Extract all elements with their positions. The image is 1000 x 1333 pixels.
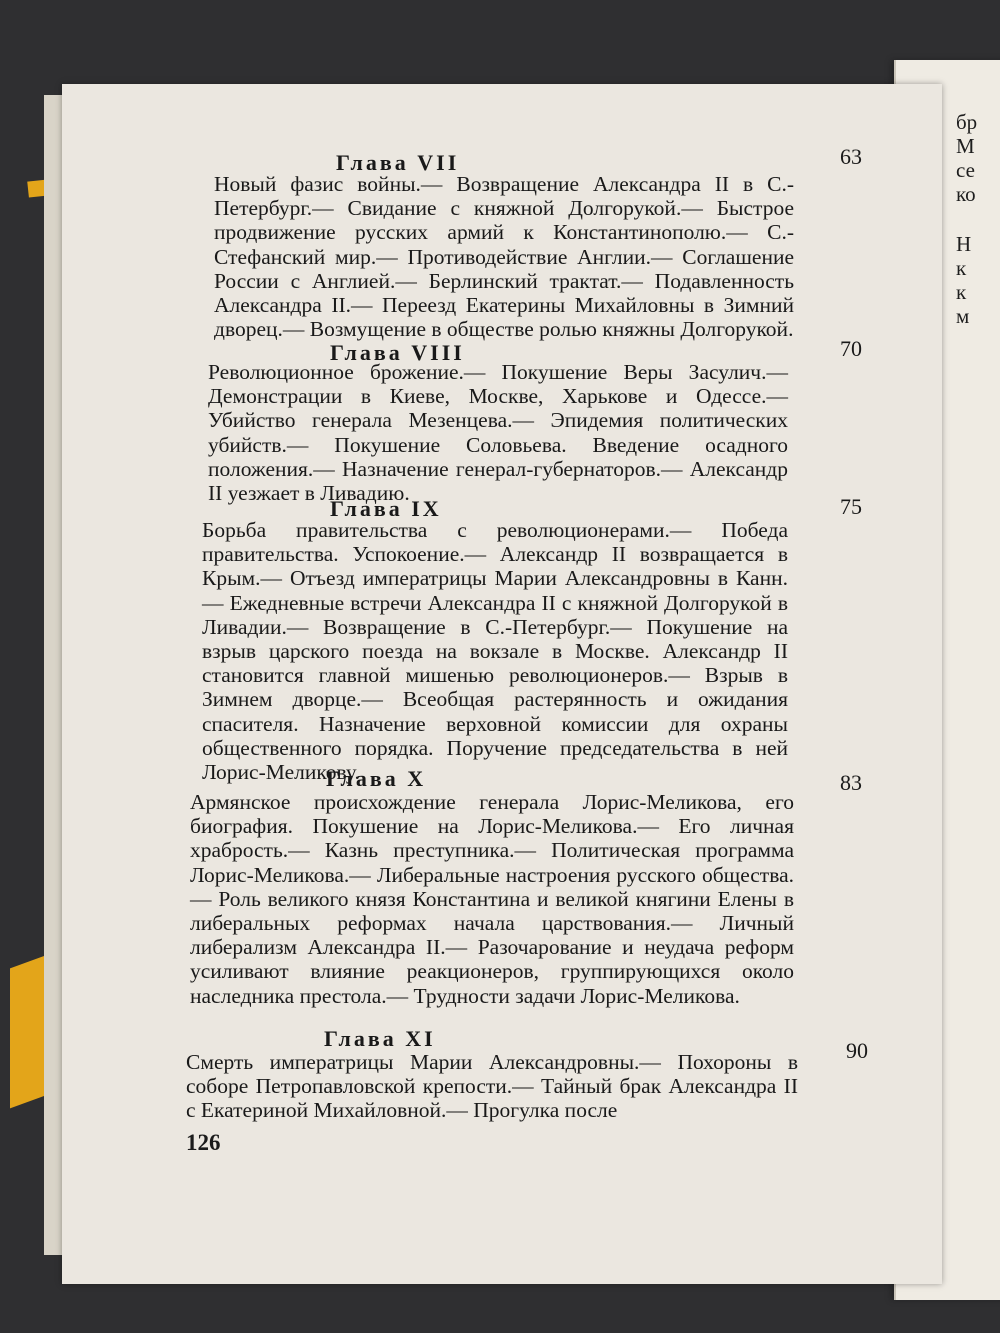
chapter-title: Глава X xyxy=(326,766,427,791)
chapter-page-number: 83 xyxy=(840,770,862,795)
chapter-summary: Новый фазис войны.— Возвращение Александра II в С.-Петербург.— Свидание с княжной Долгорукой.— Быстрое продвижение русских армий к Константинополю.— С.-Стефанский мир.— Противодействие Англии.— Соглашение России с Англией.— Берлинский трактат.— Подавленность Александра II.— Переезд Екатерины Михайловны в Зимний дворец.— Возмущение в обществе ролью княжны Долгорукой. xyxy=(214,172,794,342)
chapter-summary: Смерть императрицы Марии Александровны.— Похороны в соборе Петропавловской крепости.— Тайный брак Александра II с Екатериной Михайловной.— Прогулка после xyxy=(186,1050,798,1123)
right-page-fragment: к xyxy=(956,256,967,280)
chapter-summary: Армянское происхождение генерала Лорис-Меликова, его биография. Покушение на Лорис-Меликова.— Его личная храбрость.— Казнь преступника.— Политическая программа Лорис-Меликова.— Либеральные настроения русского общества.— Роль великого князя Константина и великой княгини Елены в либеральных реформах начала царствования.— Личный либерализм Александра II.— Разочарование и неудача реформ усиливают влияние реакционеров, группирующихся около наследника престола.— Трудности задачи Лорис-Меликова. xyxy=(190,790,794,1008)
chapter-page-number: 70 xyxy=(840,336,862,361)
right-page-fragment: се xyxy=(956,158,975,182)
chapter-page-number: 90 xyxy=(846,1038,868,1063)
chapter-title: Глава VII xyxy=(336,150,460,175)
chapter-title: Глава IX xyxy=(330,496,442,521)
book-page xyxy=(62,84,942,1284)
chapter-summary: Революционное брожение.— Покушение Веры Засулич.— Демонстрации в Киеве, Москве, Харькове и Одессе.— Убийство генерала Мезенцева.— Эпидемия политических убийств.— Покушение Соловьева. Введение осадного положения.— Назначение генерал-губернаторов.— Александр II уезжает в Ливадию. xyxy=(208,360,788,506)
chapter-title: Глава VIII xyxy=(330,340,465,365)
right-page-fragment: М xyxy=(956,134,975,158)
right-page-fragment: Н xyxy=(956,232,972,256)
chapter-title: Глава XI xyxy=(324,1026,436,1051)
chapter-summary: Борьба правительства с революционерами.— Победа правительства. Успокоение.— Александр II возвращается в Крым.— Отъезд императрицы Марии Александровны в Канн.— Ежедневные встречи Александра II с княжной Долгорукой в Ливадии.— Возвращение в С.-Петербург.— Покушение на взрыв царского поезда на вокзале в Москве. Александр II становится главной мишенью революционеров.— Взрыв в Зимнем дворце.— Всеобщая растерянность и ожидания спасителя. Назначение верховной комиссии для охраны общественного порядка. Поручение председательства в ней Лорис-Меликову. xyxy=(202,518,788,785)
page-number: 126 xyxy=(186,1130,221,1155)
chapter-page-number: 63 xyxy=(840,144,862,169)
right-page-fragment: бр xyxy=(956,110,978,134)
right-page-fragment: м xyxy=(956,304,970,328)
right-page-fragment: к xyxy=(956,280,967,304)
right-page-fragment: ко xyxy=(956,182,976,206)
chapter-page-number: 75 xyxy=(840,494,862,519)
